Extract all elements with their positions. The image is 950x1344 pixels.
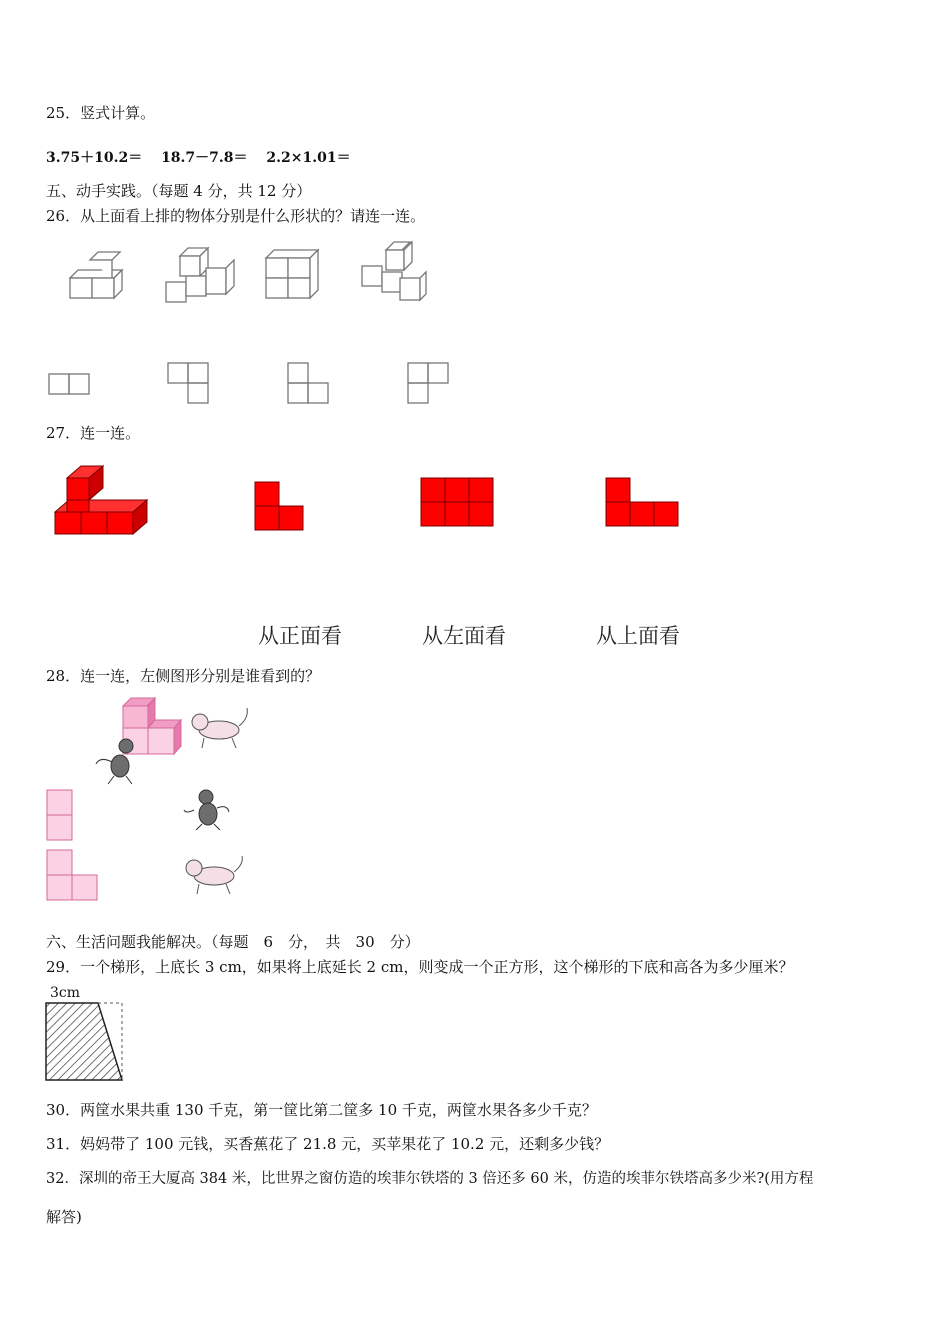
red-view-long-l	[606, 478, 678, 526]
dog-icon	[192, 708, 247, 748]
trapezoid-figure	[44, 1000, 128, 1084]
monkey-icon	[184, 790, 229, 830]
pink-view-vertical	[47, 790, 72, 840]
top-view-outline	[168, 363, 208, 403]
cube-stack-figure	[362, 242, 426, 300]
caption-front-view: 从正面看	[258, 624, 342, 648]
section5-heading: 五、动手实践。（每题 4 分，共 12 分）	[46, 182, 312, 200]
top-view-outline	[288, 363, 328, 403]
q30-text: 30．两筐水果共重 130 千克，第一筐比第二筐多 10 千克，两筐水果各多少千克？	[46, 1101, 597, 1119]
q29-figure-label: 3cm	[50, 985, 81, 1001]
cube-stack-figure	[266, 250, 318, 298]
red-view-block	[421, 478, 493, 526]
q32-text-line1: 32．深圳的帝王大厦高 384 米，比世界之窗仿造的埃菲尔铁塔的 3 倍还多 60 米，仿造的埃菲尔铁塔高多少米?(用方程	[46, 1171, 814, 1187]
q27-text: 27．连一连。	[46, 424, 141, 442]
q26-top-views	[46, 360, 466, 408]
red-cube-3d-figure	[55, 466, 147, 534]
q25-text: 25．竖式计算。	[46, 104, 156, 122]
q32-text-line2: 解答)	[46, 1208, 82, 1226]
pink-view-l-shape	[47, 850, 97, 900]
q25-equations: 3.75＋10.2＝ 18.7－7.8＝ 2.2×1.01＝	[46, 150, 351, 166]
caption-left-view: 从左面看	[422, 624, 506, 648]
top-view-outline	[408, 363, 448, 403]
monkey-icon	[96, 739, 133, 784]
top-view-outline	[49, 374, 89, 394]
red-view-l-shape	[255, 482, 303, 530]
q28-figures	[44, 694, 264, 904]
section6-heading: 六、生活问题我能解决。（每题 6 分， 共 30 分）	[46, 933, 420, 951]
q28-text: 28．连一连，左侧图形分别是谁看到的？	[46, 667, 321, 685]
q26-cube-stacks	[60, 238, 440, 310]
q26-text: 26．从上面看上排的物体分别是什么形状的？请连一连。	[46, 207, 426, 225]
q27-red-figures	[50, 460, 690, 542]
cube-stack-figure	[166, 248, 234, 302]
q29-text: 29．一个梯形，上底长 3 cm，如果将上底延长 2 cm，则变成一个正方形，这个梯形的下底和高各为多少厘米？	[46, 958, 794, 976]
dog-icon	[186, 856, 242, 894]
q31-text: 31．妈妈带了 100 元钱，买香蕉花了 21.8 元，买苹果花了 10.2 元，还剩多少钱？	[46, 1135, 610, 1153]
caption-top-view: 从上面看	[596, 624, 680, 648]
cube-stack-figure	[70, 252, 122, 298]
